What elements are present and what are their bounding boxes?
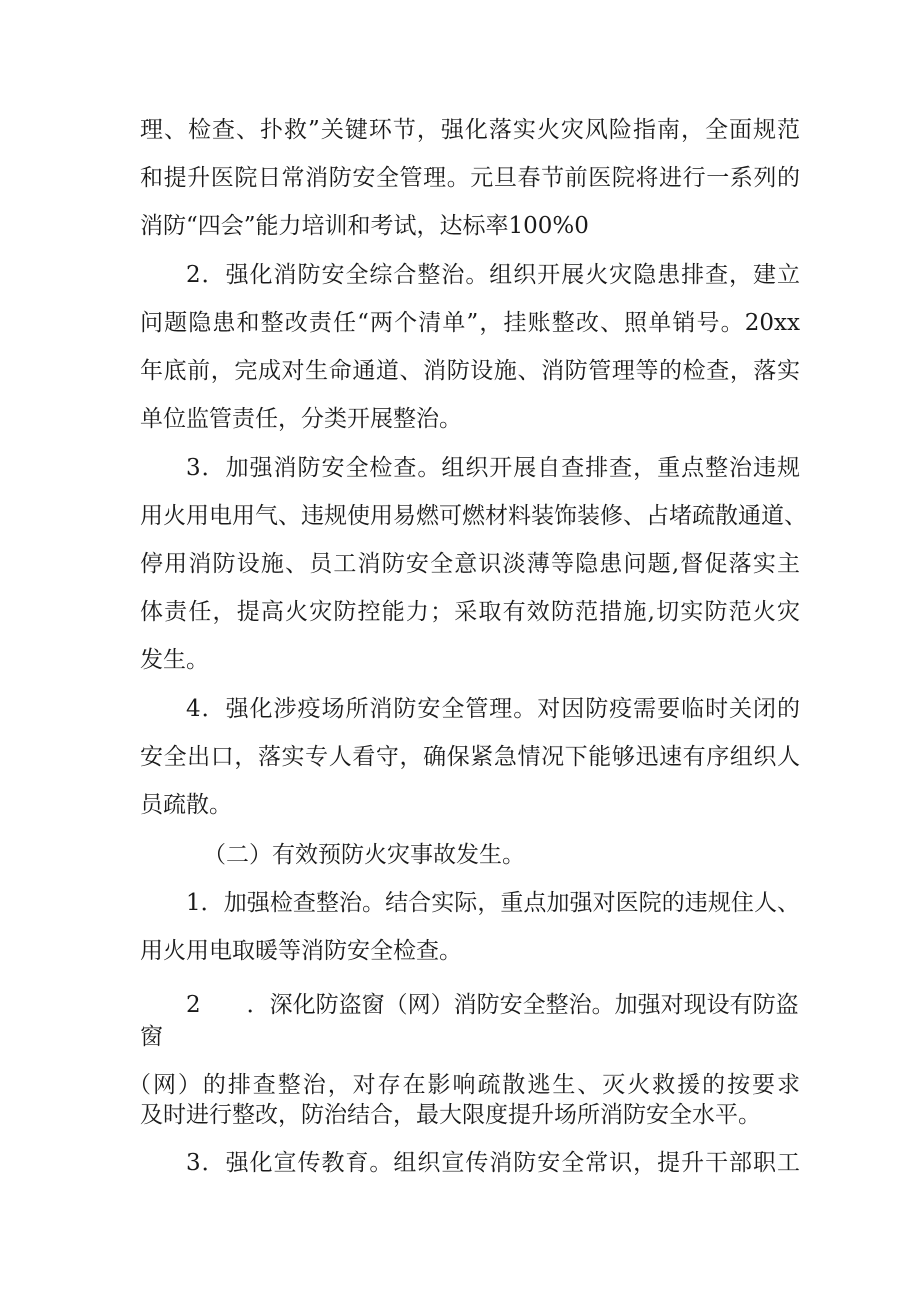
paragraph-line: 3．强化宣传教育。组织宣传消防安全常识，提升干部职工 (186, 1150, 800, 1176)
paragraph-line: 单位监管责任，分类开展整治。 (140, 406, 462, 432)
paragraph-line: 及时进行整改，防治结合，最大限度提升场所消防安全水平。 (140, 1102, 761, 1128)
paragraph-line: 员疏散。 (140, 792, 232, 818)
paragraph-line: 问题隐患和整改责任“两个清单”，挂账整改、照单销号。20xx (140, 310, 800, 336)
paragraph-line: 停用消防设施、员工消防安全意识淡薄等隐患问题,督促落实主 (140, 551, 800, 577)
paragraph-line: 用火用电取暖等消防安全检查。 (140, 938, 462, 964)
paragraph-line: 年底前，完成对生命通道、消防设施、消防管理等的检查，落实 (140, 358, 800, 384)
paragraph-line: 安全出口，落实专人看守，确保紧急情况下能够迅速有序组织人 (140, 744, 800, 770)
paragraph-line: （网）的排查整治，对存在影响疏散逃生、灭火救援的按要求 (128, 1072, 800, 1098)
paragraph-line: 体责任，提高火灾防控能力；采取有效防范措施,切实防范火灾 (140, 599, 800, 625)
paragraph-line: 1．加强检查整治。结合实际，重点加强对医院的违规住人、 (186, 890, 800, 916)
paragraph-line: 3．加强消防安全检查。组织开展自查排查，重点整治违规 (186, 455, 800, 481)
paragraph-line: 2 ．深化防盗窗（网）消防安全整治。加强对现设有防盗 (186, 992, 799, 1018)
paragraph-line: 发生。 (140, 647, 209, 673)
paragraph-line: 用火用电用气、违规使用易燃可燃材料装饰装修、占堵疏散通道、 (140, 503, 807, 529)
paragraph-line: 理、检查、扑救”关键环节，强化落实火灾风险指南，全面规范 (140, 117, 800, 143)
paragraph-line: 和提升医院日常消防安全管理。元旦春节前医院将进行一系列的 (140, 165, 800, 191)
paragraph-line: 4．强化涉疫场所消防安全管理。对因防疫需要临时关闭的 (186, 696, 800, 722)
paragraph-line: 窗 (140, 1024, 163, 1050)
paragraph-line: 2．强化消防安全综合整治。组织开展火灾隐患排查，建立 (186, 262, 800, 288)
section-heading: （二）有效预防火灾事故发生。 (203, 842, 525, 868)
paragraph-line: 消防“四会”能力培训和考试，达标率100%0 (140, 213, 589, 239)
